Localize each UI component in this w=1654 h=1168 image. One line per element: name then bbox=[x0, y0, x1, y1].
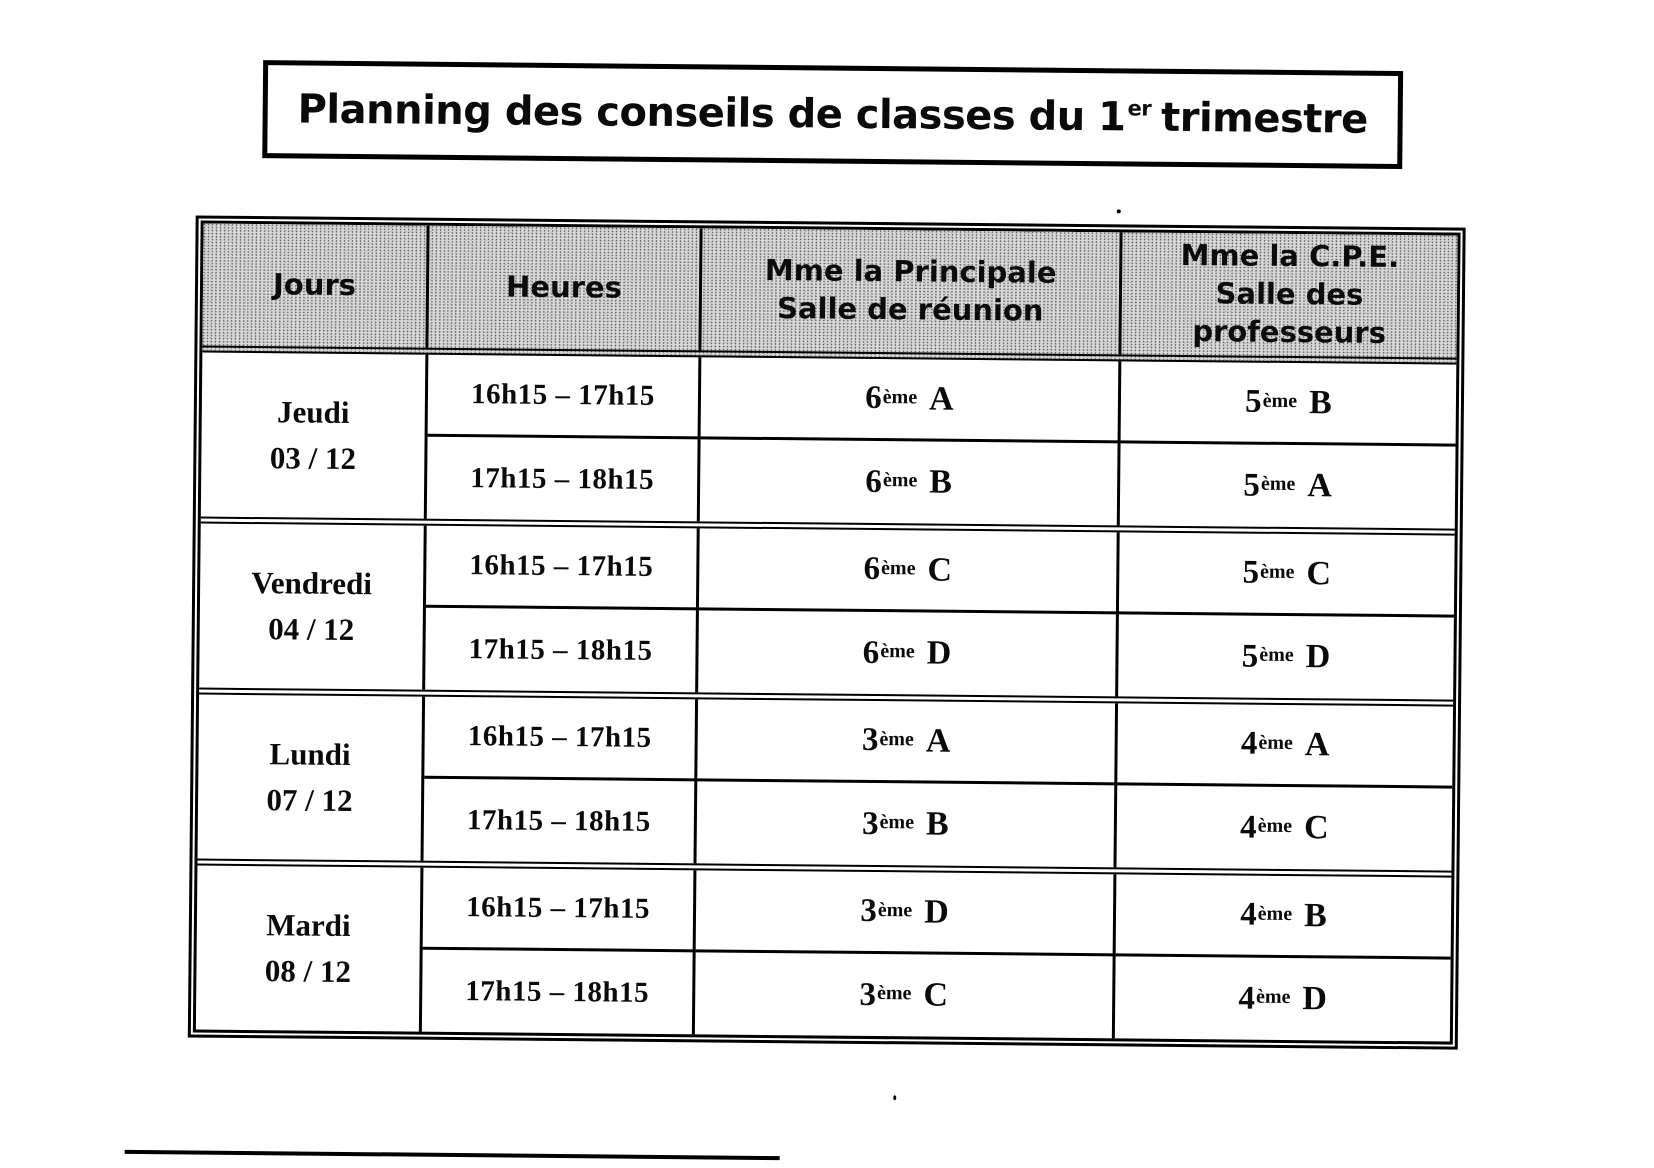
day-cell bbox=[196, 866, 424, 1032]
day-date: 04 / 12 bbox=[268, 611, 355, 648]
header-principale bbox=[701, 228, 1122, 354]
class-cell-cpe bbox=[1121, 361, 1457, 446]
class-cell-principale bbox=[701, 357, 1122, 443]
header-heures bbox=[428, 226, 702, 351]
class-cell-cpe bbox=[1118, 614, 1454, 699]
class-cell-principale bbox=[695, 952, 1116, 1038]
class-cell-cpe bbox=[1119, 532, 1455, 617]
day-date: 07 / 12 bbox=[266, 782, 353, 819]
day-cell bbox=[201, 353, 429, 519]
class-number: 4 bbox=[1239, 809, 1257, 846]
class-letter: B bbox=[925, 805, 949, 843]
class-letter: D bbox=[926, 634, 952, 672]
class-number: 3 bbox=[859, 976, 877, 1013]
day-name: Lundi bbox=[269, 736, 351, 772]
class-number: 5 bbox=[1242, 554, 1260, 591]
time-cell: 16h15 – 17h15 bbox=[428, 355, 702, 440]
class-number: 6 bbox=[863, 550, 881, 588]
class-letter: B bbox=[1303, 896, 1328, 934]
time-cell: 16h15 – 17h15 bbox=[426, 526, 700, 611]
class-letter: C bbox=[927, 551, 953, 589]
header-principale-line2: Salle de réunion bbox=[776, 291, 1044, 328]
time-cell: 17h15 – 18h15 bbox=[422, 950, 696, 1035]
planning-table bbox=[188, 215, 1466, 1049]
day-cell bbox=[199, 524, 427, 690]
header-jours bbox=[202, 224, 429, 348]
day-date: 08 / 12 bbox=[264, 953, 352, 990]
title-suffix: trimestre bbox=[1160, 94, 1368, 143]
title-box bbox=[262, 60, 1403, 169]
class-letter: D bbox=[1302, 980, 1328, 1018]
class-number: 5 bbox=[1244, 383, 1262, 420]
class-cell-cpe bbox=[1115, 956, 1451, 1041]
class-letter: A bbox=[925, 722, 951, 760]
time-cell: 17h15 – 18h15 bbox=[427, 437, 701, 522]
class-cell-principale bbox=[700, 439, 1121, 525]
class-cell-principale bbox=[697, 699, 1118, 785]
class-letter: A bbox=[1307, 467, 1333, 505]
class-number: 4 bbox=[1240, 725, 1258, 762]
class-number: 3 bbox=[861, 805, 879, 842]
class-number: 6 bbox=[865, 463, 883, 500]
class-letter: A bbox=[1304, 725, 1330, 763]
day-group-lundi bbox=[197, 695, 1453, 878]
day-cell bbox=[198, 695, 426, 861]
class-number: 6 bbox=[862, 634, 880, 671]
day-date: 03 / 12 bbox=[269, 440, 357, 477]
class-cell-cpe bbox=[1120, 443, 1456, 528]
table-header-row bbox=[202, 224, 1457, 365]
header-jours-label: Jours bbox=[272, 267, 357, 303]
class-number: 4 bbox=[1238, 980, 1256, 1017]
day-group-mardi bbox=[196, 866, 1452, 1042]
class-letter: C bbox=[1306, 554, 1332, 592]
class-letter: B bbox=[929, 463, 953, 501]
scan-speck bbox=[893, 1095, 896, 1100]
class-cell-principale bbox=[697, 781, 1118, 867]
class-letter: D bbox=[924, 893, 949, 931]
day-name: Jeudi bbox=[276, 394, 350, 430]
day-group-vendredi bbox=[199, 524, 1455, 707]
day-group-jeudi bbox=[201, 353, 1457, 536]
time-cell: 17h15 – 18h15 bbox=[424, 779, 698, 864]
footer-rule bbox=[125, 1150, 780, 1160]
title-superscript: er bbox=[1127, 96, 1152, 121]
class-letter: D bbox=[1305, 638, 1331, 676]
header-principale-line1: Mme la Principale bbox=[764, 253, 1057, 291]
header-heures-label: Heures bbox=[505, 269, 623, 305]
class-number: 3 bbox=[860, 892, 877, 930]
class-letter: A bbox=[928, 380, 954, 418]
class-cell-cpe bbox=[1116, 874, 1452, 959]
day-name: Vendredi bbox=[251, 565, 373, 602]
class-cell-principale bbox=[696, 870, 1117, 956]
class-letter: C bbox=[1303, 809, 1329, 847]
class-number: 5 bbox=[1243, 467, 1261, 504]
page-title bbox=[297, 86, 1368, 142]
class-cell-principale bbox=[698, 610, 1119, 696]
header-cpe-line2: Salle des professeurs bbox=[1192, 276, 1387, 350]
header-cpe-line1: Mme la C.P.E. bbox=[1180, 238, 1400, 275]
time-cell: 16h15 – 17h15 bbox=[423, 868, 697, 953]
class-cell-principale bbox=[699, 528, 1120, 614]
class-cell-cpe bbox=[1116, 785, 1452, 870]
class-number: 5 bbox=[1241, 638, 1259, 675]
scan-speck bbox=[1117, 209, 1121, 213]
class-number: 4 bbox=[1240, 896, 1257, 933]
class-number: 6 bbox=[865, 379, 882, 417]
title-prefix: Planning des conseils de classes du 1 bbox=[297, 86, 1126, 141]
time-cell: 17h15 – 18h15 bbox=[425, 608, 699, 693]
class-number: 3 bbox=[861, 721, 879, 759]
day-name: Mardi bbox=[266, 907, 351, 944]
header-cpe bbox=[1121, 232, 1457, 357]
class-letter: B bbox=[1308, 383, 1332, 421]
class-cell-cpe bbox=[1117, 703, 1453, 788]
time-cell: 16h15 – 17h15 bbox=[424, 697, 698, 782]
class-letter: C bbox=[923, 976, 949, 1014]
